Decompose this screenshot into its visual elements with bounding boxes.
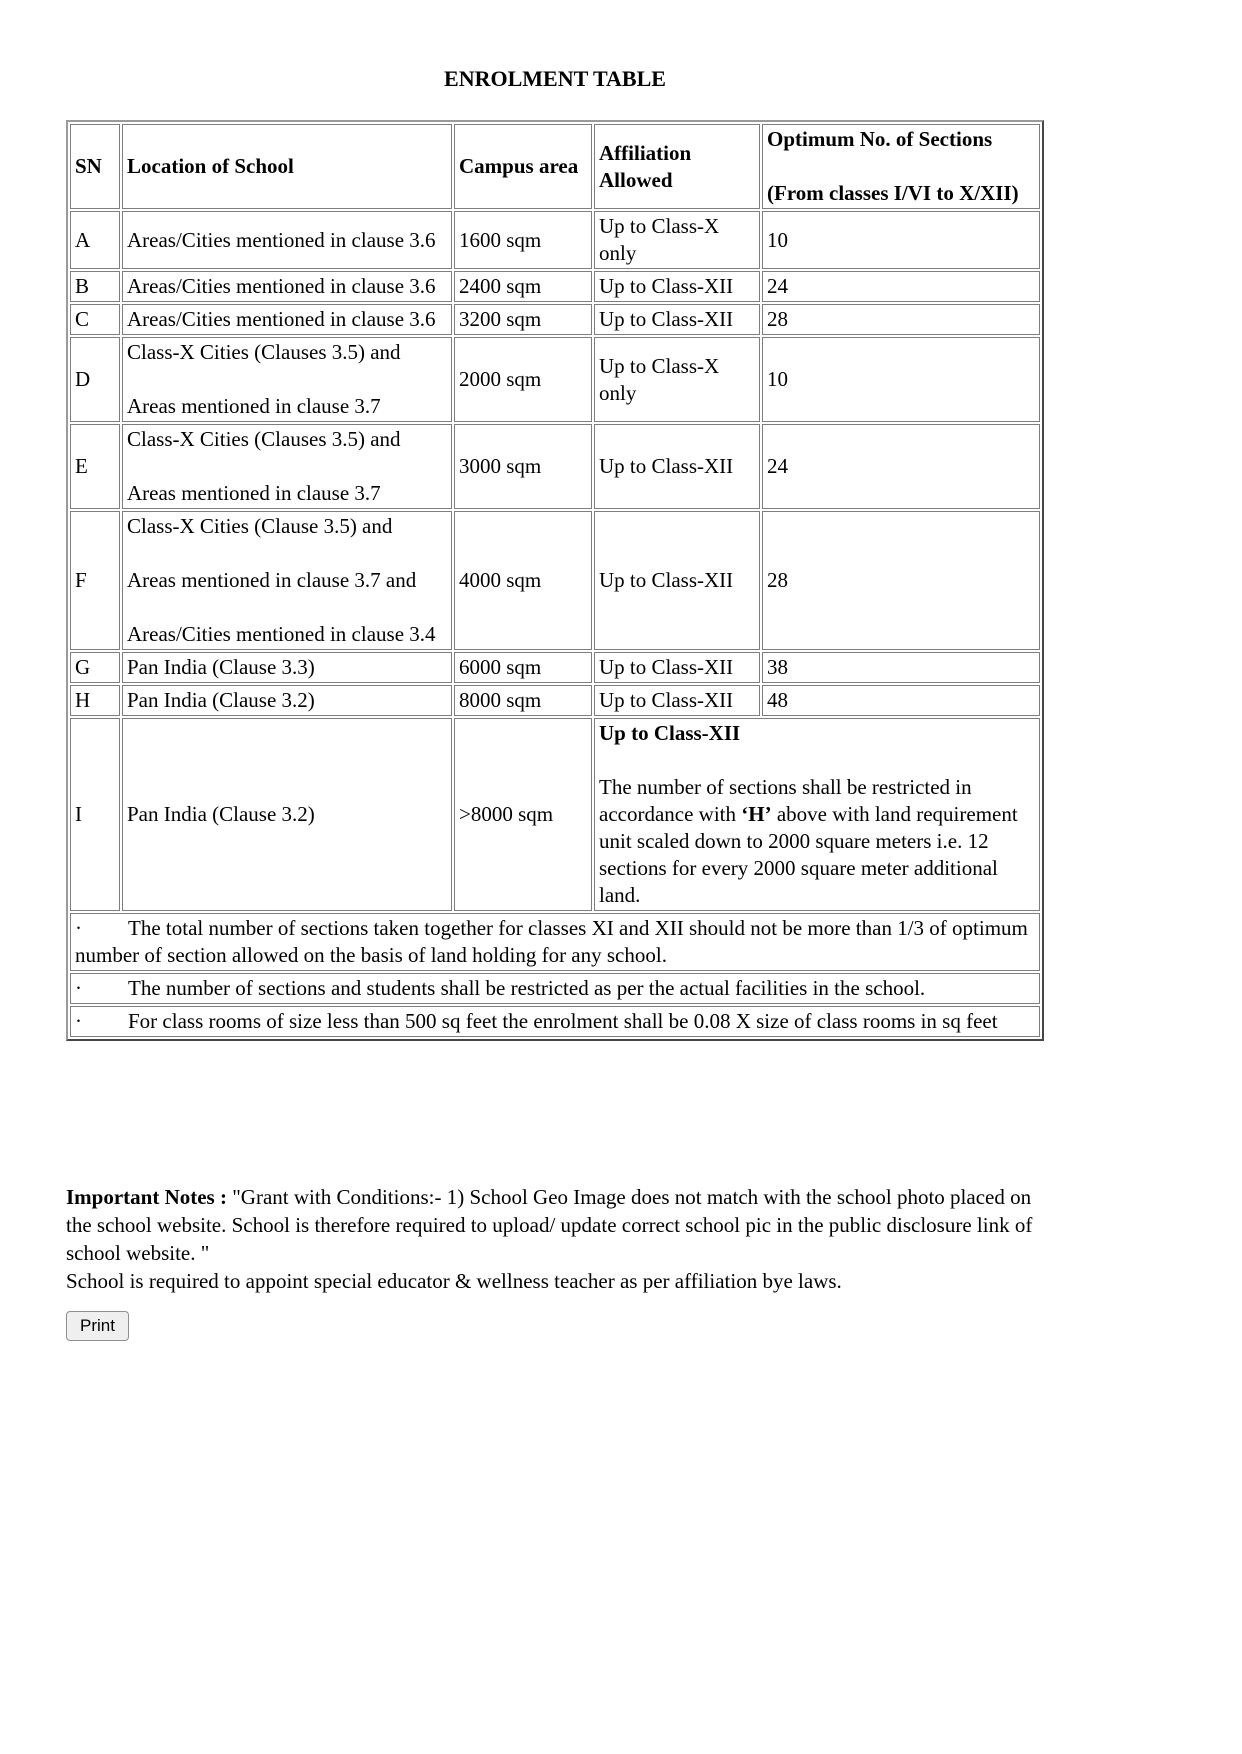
bullet-icon: · (75, 976, 82, 1000)
table-row-i (70, 718, 1040, 911)
cell-sn: E (70, 424, 120, 509)
table-row-c (70, 304, 1040, 335)
col-header-location: Location of School (122, 124, 452, 209)
footnote-cell (70, 1006, 1040, 1037)
cell-location: Areas/Cities mentioned in clause 3.6 (122, 211, 452, 269)
cell-sn: G (70, 652, 120, 683)
important-notes-line2: School is required to appoint special educator & wellness teacher as per affiliation bye laws. (66, 1269, 842, 1293)
cell-affiliation: Up to Class-XII (594, 685, 760, 716)
important-notes (66, 1183, 1044, 1295)
cell-affiliation: Up to Class-XII (594, 652, 760, 683)
cell-sn: D (70, 337, 120, 422)
table-row-g (70, 652, 1040, 683)
cell-location: Class-X Cities (Clauses 3.5) and Areas mentioned in clause 3.7 (122, 337, 452, 422)
table-row-a (70, 211, 1040, 269)
cell-campus-area: 2400 sqm (454, 271, 592, 302)
enrolment-table (66, 120, 1044, 1041)
cell-optimum-sections: 38 (762, 652, 1040, 683)
cell-campus-area: 3200 sqm (454, 304, 592, 335)
cell-affiliation: Up to Class-XII (594, 304, 760, 335)
cell-affiliation: Up to Class-X only (594, 211, 760, 269)
cell-sn: A (70, 211, 120, 269)
cell-campus-area: 2000 sqm (454, 337, 592, 422)
cell-optimum-sections: 28 (762, 511, 1040, 650)
table-footnote-row (70, 973, 1040, 1004)
cell-location: Class-X Cities (Clauses 3.5) and Areas mentioned in clause 3.7 (122, 424, 452, 509)
cell-sn: H (70, 685, 120, 716)
cell-sn: B (70, 271, 120, 302)
cell-location: Class-X Cities (Clause 3.5) and Areas mentioned in clause 3.7 and Areas/Cities mentioned in clause 3.4 (122, 511, 452, 650)
table-row-d (70, 337, 1040, 422)
cell-location: Pan India (Clause 3.2) (122, 718, 452, 911)
footnote-text: The total number of sections taken together for classes XI and XII should not be more than 1/3 of optimum number of section allowed on the basis of land holding for any school. (75, 916, 1028, 967)
cell-location: Areas/Cities mentioned in clause 3.6 (122, 304, 452, 335)
cell-optimum-sections: 48 (762, 685, 1040, 716)
cell-optimum-sections: 10 (762, 337, 1040, 422)
important-notes-text: "Grant with Conditions:- 1) School Geo Image does not match with the school photo placed on the school website. School is therefore required to upload/ update correct school pic in the public disclosure link of school website. " (66, 1185, 1033, 1265)
cell-campus-area: 1600 sqm (454, 211, 592, 269)
cell-optimum-sections: 24 (762, 424, 1040, 509)
col-header-affiliation: Affiliation Allowed (594, 124, 760, 209)
cell-campus-area: 6000 sqm (454, 652, 592, 683)
table-row-b (70, 271, 1040, 302)
cell-location: Pan India (Clause 3.3) (122, 652, 452, 683)
footnote-cell (70, 913, 1040, 971)
col-header-campus-area: Campus area (454, 124, 592, 209)
footnote-text: The number of sections and students shall be restricted as per the actual facilities in the school. (128, 976, 926, 1000)
cell-sn: C (70, 304, 120, 335)
table-footnote-row (70, 913, 1040, 971)
cell-optimum-sections: 28 (762, 304, 1040, 335)
cell-location: Pan India (Clause 3.2) (122, 685, 452, 716)
col-header-optimum-line1: Optimum No. of Sections (767, 127, 993, 151)
cell-sn: I (70, 718, 120, 911)
bullet-icon: · (75, 916, 82, 940)
cell-affiliation: Up to Class-X only (594, 337, 760, 422)
cell-affiliation: Up to Class-XII (594, 271, 760, 302)
col-header-optimum-sections (762, 124, 1040, 209)
cell-campus-area: 3000 sqm (454, 424, 592, 509)
footnote-cell (70, 973, 1040, 1004)
cell-affiliation: Up to Class-XII (594, 511, 760, 650)
table-header-row (70, 124, 1040, 209)
col-header-optimum-line2: (From classes I/VI to X/XII) (767, 181, 1019, 205)
cell-sn: F (70, 511, 120, 650)
cell-location: Areas/Cities mentioned in clause 3.6 (122, 271, 452, 302)
col-header-sn: SN (70, 124, 120, 209)
cell-affiliation: Up to Class-XII (594, 424, 760, 509)
table-row-h (70, 685, 1040, 716)
table-row-f (70, 511, 1040, 650)
cell-campus-area: >8000 sqm (454, 718, 592, 911)
page-title: ENROLMENT TABLE (444, 66, 666, 91)
cell-affiliation-note (594, 718, 1040, 911)
affiliation-heading: Up to Class-XII (599, 721, 741, 745)
important-notes-label: Important Notes : (66, 1185, 227, 1209)
cell-optimum-sections: 10 (762, 211, 1040, 269)
cell-campus-area: 4000 sqm (454, 511, 592, 650)
table-row-e (70, 424, 1040, 509)
footnote-text: For class rooms of size less than 500 sq feet the enrolment shall be 0.08 X size of class rooms in sq feet (128, 1009, 998, 1033)
print-button[interactable]: Print (66, 1311, 129, 1341)
bullet-icon: · (75, 1009, 82, 1033)
cell-campus-area: 8000 sqm (454, 685, 592, 716)
affiliation-note-text: The number of sections shall be restricted in accordance with ‘H’ above with land requirement unit scaled down to 2000 square meters i.e. 12 sections for every 2000 square meter additional land. (599, 775, 1018, 907)
cell-optimum-sections: 24 (762, 271, 1040, 302)
table-footnote-row (70, 1006, 1040, 1037)
